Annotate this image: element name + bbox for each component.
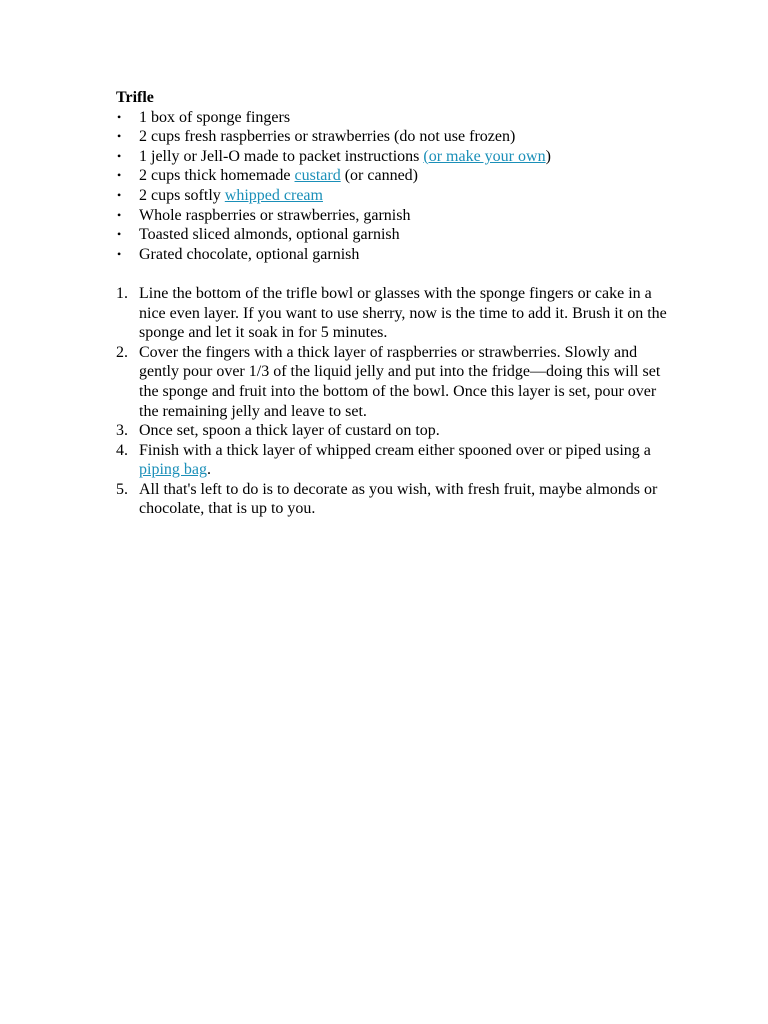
ingredient-text: 2 cups thick homemade [139,167,295,185]
step-item [116,480,678,519]
ingredient-text: 1 box of sponge fingers [139,108,291,126]
recipe-title: Trifle [116,89,154,106]
step-text: Cover the fingers with a thick layer of raspberries or strawberries. Slowly and gently pour over 1/3 of the liquid jelly and put into the fridge—doing this will set the sponge and fruit into the bottom of the bowl. Once this layer is set, pour over the remaining jelly and leave to set. [139,343,661,420]
list-item [116,127,678,147]
ingredient-text: Whole raspberries or strawberries, garnish [139,206,411,224]
step-number: 4. [116,441,128,459]
list-item [116,245,678,265]
ingredient-text: Grated chocolate, optional garnish [139,245,360,263]
ingredient-text-suffix: ) [545,147,551,165]
step-item [116,343,678,421]
step-number: 1. [116,284,128,302]
bullet-icon: • [117,187,122,202]
piping-bag-link[interactable]: piping bag [139,461,207,479]
step-number: 5. [116,480,128,498]
ingredient-text: 2 cups fresh raspberries or strawberries (do not use frozen) [139,128,516,146]
step-text: All that's left to do is to decorate as you wish, with fresh fruit, maybe almonds or chocolate, that is up to you. [139,480,658,518]
ingredients-list [116,108,678,265]
ingredient-text: Toasted sliced almonds, optional garnish [139,226,400,244]
ingredient-text: 1 jelly or Jell-O made to packet instructions [139,147,424,165]
step-item [116,284,678,343]
step-text: Finish with a thick layer of whipped cream either spooned over or piped using a [139,441,651,459]
steps-list [116,284,678,519]
step-text: Line the bottom of the trifle bowl or glasses with the sponge fingers or cake in a nice even layer. If you want to use sherry, now is the time to add it. Brush it on the sponge and let it soak in for 5 minutes. [139,284,667,342]
make-your-own-link[interactable]: (or make your own [423,147,546,165]
bullet-icon: • [117,227,122,242]
ingredient-text-suffix: (or canned) [340,167,419,185]
step-item [116,421,678,441]
bullet-icon: • [117,207,122,222]
bullet-icon: • [117,148,122,163]
list-item [116,206,678,226]
list-item [116,166,678,186]
bullet-icon: • [117,246,122,261]
step-number: 2. [116,343,128,361]
list-item [116,108,678,128]
bullet-icon: • [117,129,122,144]
step-text: Once set, spoon a thick layer of custard on top. [139,422,440,440]
whipped-cream-link[interactable]: whipped cream [224,186,323,204]
list-item [116,225,678,245]
step-number: 3. [116,422,128,440]
step-text-suffix: . [207,461,211,479]
ingredient-text: 2 cups softly [139,186,225,204]
bullet-icon: • [117,109,122,124]
bullet-icon: • [117,168,122,183]
step-item [116,441,678,480]
custard-link[interactable]: custard [294,167,341,185]
list-item [116,147,678,167]
list-item [116,186,678,206]
